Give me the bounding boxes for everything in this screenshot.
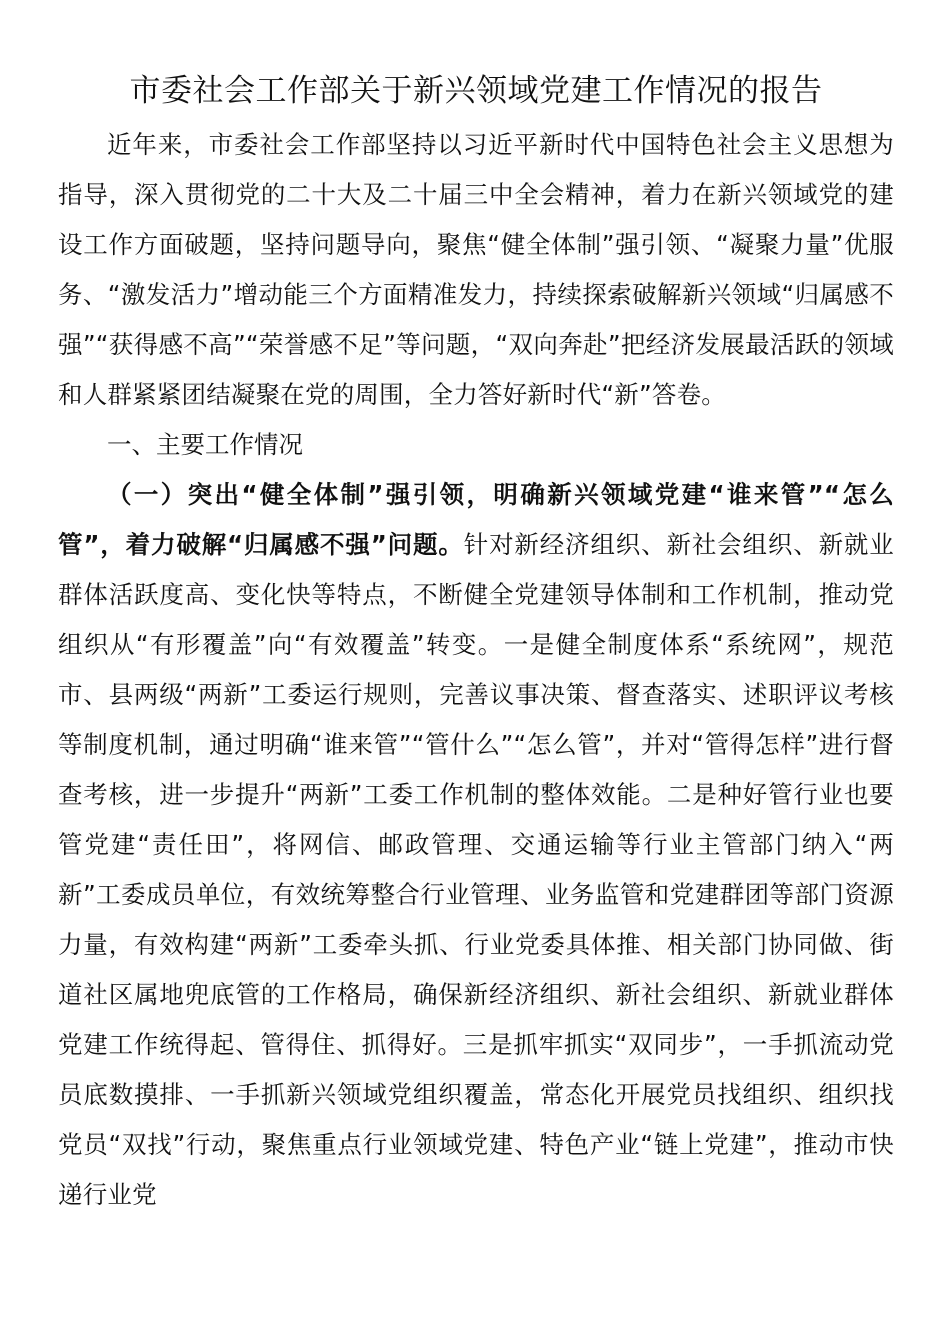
subsection-1-body: 针对新经济组织、新社会组织、新就业群体活跃度高、变化快等特点，不断健全党建领导体制和工作机制，推动党组织从“有形覆盖”向“有效覆盖”转变。一是健全制度体系“系统网”，规范市、县两级“两新”工委运行规则，完善议事决策、督查落实、述职评议考核等制度机制，通过明确“谁来管”“管什么”“怎么管”，并对“管得怎样”进行督查考核，进一步提升“两新”工委工作机制的整体效能。二是种好管行业也要管党建“责任田”，将网信、邮政管理、交通运输等行业主管部门纳入“两新”工委成员单位，有效统筹整合行业管理、业务监管和党建群团等部门资源力量，有效构建“两新”工委牵头抓、行业党委具体推、相关部门协同做、街道社区属地兜底管的工作格局，确保新经济组织、新社会组织、新就业群体党建工作统得起、管得住、抓得好。三是抓牢抓实“双同步”，一手抓流动党员底数摸排、一手抓新兴领域党组织覆盖，常态化开展党员找组织、组织找党员“双找”行动，聚焦重点行业领域党建、特色产业“链上党建”，推动市快递行业党 — [58, 530, 894, 1209]
section-heading-main-work: 一、主要工作情况 — [107, 430, 303, 459]
subsection-1-lead: （一）突出“健全体制”强引领，明确新兴领域党建“谁来管”“怎么管”，着力破解“归属感不强”问题。 — [58, 480, 894, 559]
document-page — [58, 62, 894, 1220]
intro-paragraph: 近年来，市委社会工作部坚持以习近平新时代中国特色社会主义思想为指导，深入贯彻党的二十大及二十届三中全会精神，着力在新兴领域党的建设工作方面破题，坚持问题导向，聚焦“健全体制”强引领、“凝聚力量”优服务、“激发活力”增动能三个方面精准发力，持续探索破解新兴领域“归属感不强”“获得感不高”“荣誉感不足”等问题，“双向奔赴”把经济发展最活跃的领域和人群紧紧团结凝聚在党的周围，全力答好新时代“新”答卷。 — [58, 130, 894, 409]
document-title: 市委社会工作部关于新兴领域党建工作情况的报告 — [129, 73, 823, 109]
subsection-1-paragraph — [58, 470, 894, 1220]
